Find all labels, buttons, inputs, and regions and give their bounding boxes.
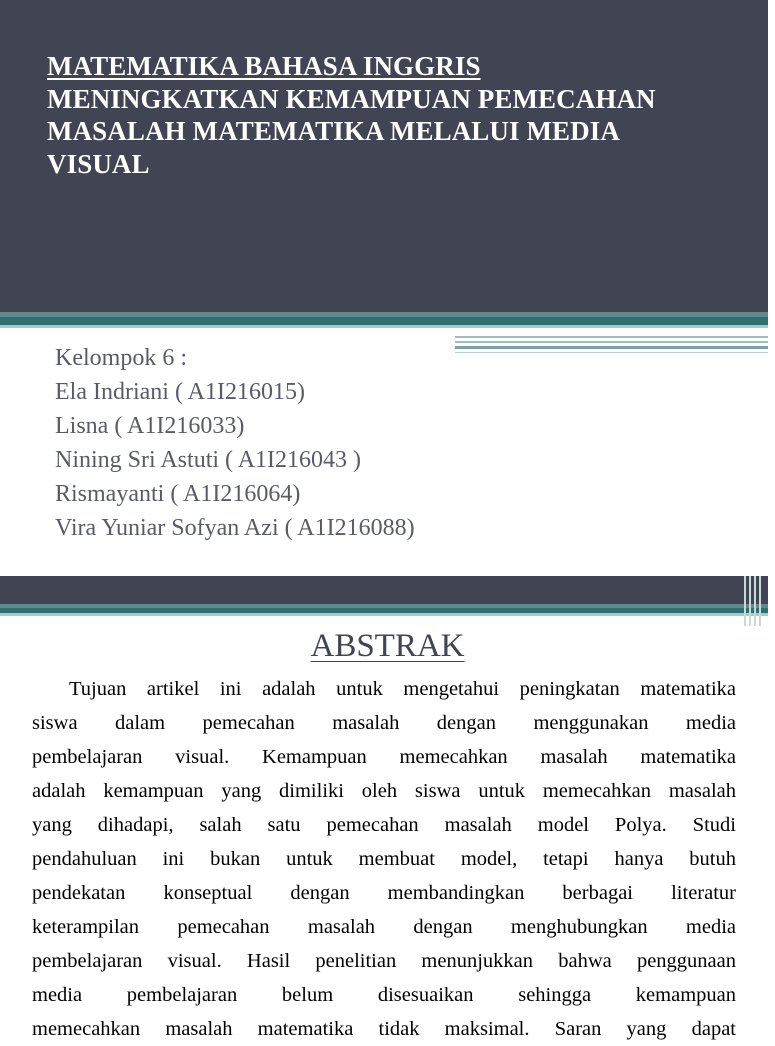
body-line: keterampilan pemecahan masalah dengan menghubungkan media xyxy=(32,916,736,938)
author-name: Nining Sri Astuti ( A1I216043 ) xyxy=(55,447,362,473)
decorative-line xyxy=(455,352,768,353)
group-label: Kelompok 6 : xyxy=(55,345,187,371)
slide-title xyxy=(47,50,747,180)
author-name: Rismayanti ( A1I216064) xyxy=(55,481,301,507)
body-line: yang dihadapi, salah satu pemecahan masalah model Polya. Studi xyxy=(32,814,736,836)
decorative-bar xyxy=(754,576,756,626)
title-line-3: MASALAH MATEMATIKA MELALUI MEDIA xyxy=(47,116,620,146)
body-line: Tujuan artikel ini adalah untuk mengetahui peningkatan matematika xyxy=(69,678,736,700)
author-name: Lisna ( A1I216033) xyxy=(55,413,245,439)
body-line: pendahuluan ini bukan untuk membuat model, tetapi hanya butuh xyxy=(32,848,736,870)
title-line-1: MATEMATIKA BAHASA INGGRIS xyxy=(47,51,481,81)
abstract-slide xyxy=(0,576,768,1040)
divider-stripe xyxy=(0,613,768,616)
decorative-line xyxy=(455,341,768,343)
body-line: pembelajaran visual. Kemampuan memecahkan masalah matematika xyxy=(32,746,736,768)
author-name: Ela Indriani ( A1I216015) xyxy=(55,379,305,405)
abstract-heading-text: ABSTRAK xyxy=(310,628,465,664)
decorative-bars xyxy=(744,576,762,626)
decorative-bar xyxy=(749,576,751,626)
author-list xyxy=(55,341,415,545)
title-line-2: MENINGKATKAN KEMAMPUAN PEMECAHAN xyxy=(47,83,656,114)
body-line: media pembelajaran belum disesuaikan sehingga kemampuan xyxy=(32,984,736,1006)
decorative-line xyxy=(455,346,768,349)
divider-stripe xyxy=(0,317,768,325)
abstract-body xyxy=(32,672,736,1046)
abstract-heading xyxy=(0,626,775,666)
body-line: pembelajaran visual. Hasil penelitian menunjukkan bahwa penggunaan xyxy=(32,950,736,972)
decorative-line xyxy=(455,336,768,338)
body-line: siswa dalam pemecahan masalah dengan menggunakan media xyxy=(32,712,736,734)
author-name: Vira Yuniar Sofyan Azi ( A1I216088) xyxy=(55,515,415,541)
body-line: adalah kemampuan yang dimiliki oleh siswa untuk memecahkan masalah xyxy=(32,780,736,802)
body-line: pendekatan konseptual dengan membandingkan berbagai literatur xyxy=(32,882,736,904)
divider-stripe xyxy=(0,325,768,328)
title-line-4: VISUAL xyxy=(47,148,150,179)
decorative-bar xyxy=(744,576,746,626)
body-line: memecahkan masalah matematika tidak maksimal. Saran yang dapat xyxy=(32,1018,736,1040)
header-band xyxy=(0,576,768,604)
decorative-bar xyxy=(759,576,761,626)
title-band xyxy=(0,0,768,312)
